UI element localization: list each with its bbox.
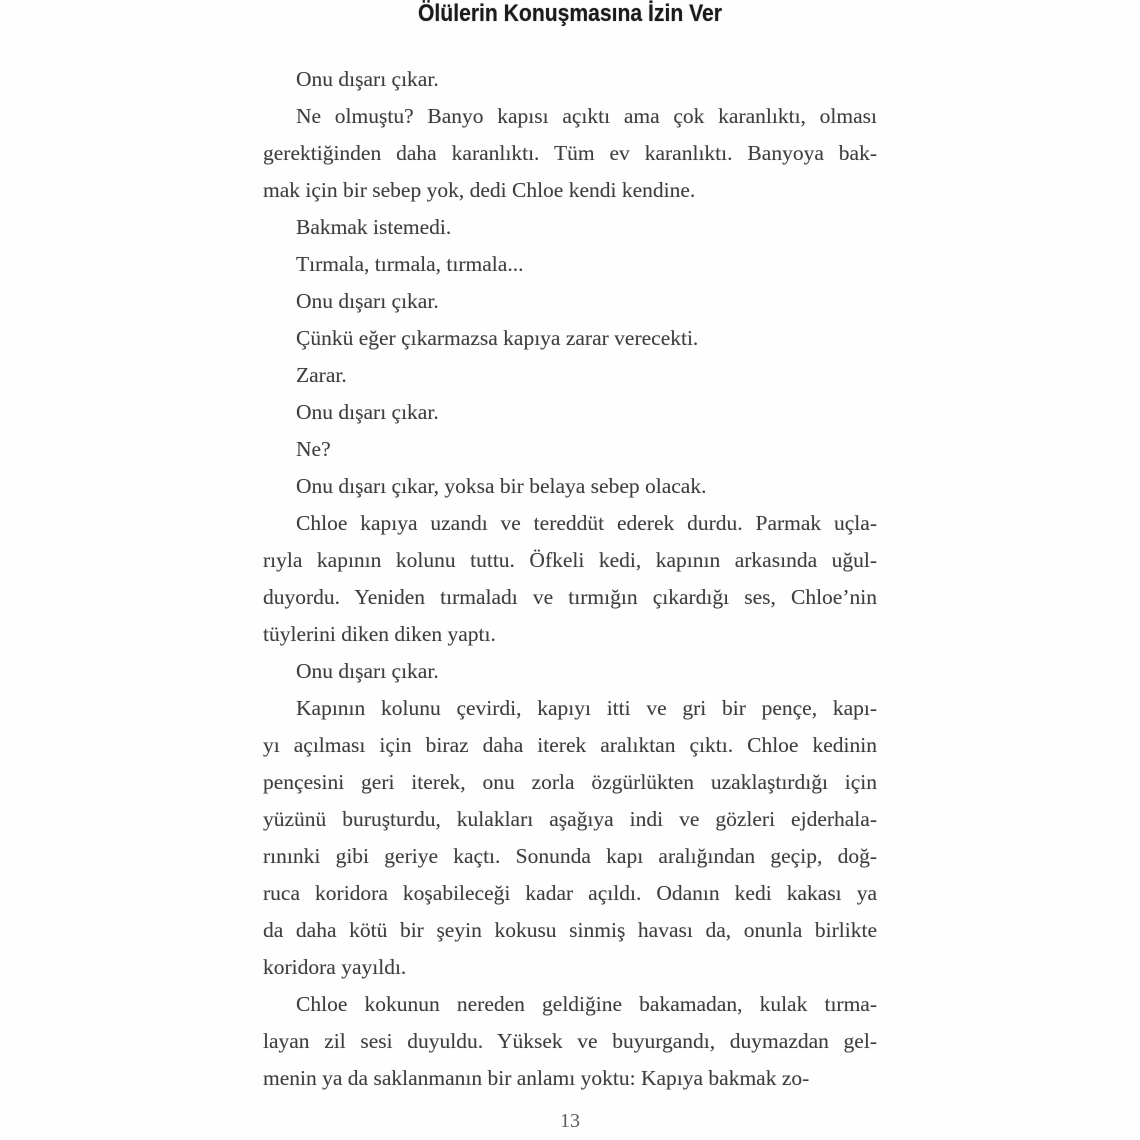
page-number: 13 — [560, 1110, 580, 1132]
paragraph — [263, 431, 877, 468]
text-line: koridora yayıldı. — [263, 955, 407, 979]
paragraph — [263, 98, 877, 209]
text-line: da daha kötü bir şeyin kokusu sinmiş havası da, onunla birlikte — [263, 918, 877, 942]
text-line: gerektiğinden daha karanlıktı. Tüm ev karanlıktı. Banyoya bak- — [263, 141, 877, 165]
text-line: Bakmak istemedi. — [296, 215, 452, 239]
text-line: ruca koridora koşabileceği kadar açıldı. Odanın kedi kakası ya — [263, 881, 877, 905]
text-line: Onu dışarı çıkar. — [296, 67, 439, 91]
text-line: yüzünü buruşturdu, kulakları aşağıya indi ve gözleri ejderhala- — [263, 807, 877, 831]
text-line: duyordu. Yeniden tırmaladı ve tırmığın çıkardığı ses, Chloe’nin — [263, 585, 877, 609]
paragraph — [263, 394, 877, 431]
paragraph — [263, 209, 877, 246]
text-line: Ne? — [296, 437, 331, 461]
text-line: menin ya da saklanmanın bir anlamı yoktu: Kapıya bakmak zo- — [263, 1066, 810, 1090]
text-line: rınınki gibi geriye kaçtı. Sonunda kapı aralığından geçip, doğ- — [263, 844, 877, 868]
text-line: tüylerini diken diken yaptı. — [263, 622, 496, 646]
text-line: Tırmala, tırmala, tırmala... — [296, 252, 524, 276]
text-line: pençesini geri iterek, onu zorla özgürlükten uzaklaştırdığı için — [263, 770, 877, 794]
text-line: Çünkü eğer çıkarmazsa kapıya zarar verecekti. — [296, 326, 699, 350]
text-line: yı açılması için biraz daha iterek aralıktan çıktı. Chloe kedinin — [263, 733, 877, 757]
text-line: Onu dışarı çıkar, yoksa bir belaya sebep olacak. — [296, 474, 707, 498]
text-line: Kapının kolunu çevirdi, kapıyı itti ve gri bir pençe, kapı- — [296, 696, 877, 720]
text-line: Chloe kapıya uzandı ve tereddüt ederek durdu. Parmak uçla- — [296, 511, 877, 535]
paragraph — [263, 246, 877, 283]
body-text-block — [263, 61, 877, 1097]
text-line: rıyla kapının kolunu tuttu. Öfkeli kedi, kapının arkasında uğul- — [263, 548, 877, 572]
text-line: Onu dışarı çıkar. — [296, 400, 439, 424]
paragraph — [263, 283, 877, 320]
text-line: Chloe kokunun nereden geldiğine bakamadan, kulak tırma- — [296, 992, 877, 1016]
paragraph — [263, 468, 877, 505]
running-head-title: Ölülerin Konuşmasına İzin Ver — [418, 0, 722, 27]
text-line: Ne olmuştu? Banyo kapısı açıktı ama çok karanlıktı, olması — [296, 104, 877, 128]
paragraph — [263, 505, 877, 653]
text-line: Onu dışarı çıkar. — [296, 289, 439, 313]
text-line: mak için bir sebep yok, dedi Chloe kendi kendine. — [263, 178, 696, 202]
paragraph — [263, 320, 877, 357]
text-line: Zarar. — [296, 363, 347, 387]
text-line: layan zil sesi duyuldu. Yüksek ve buyurgandı, duymazdan gel- — [263, 1029, 877, 1053]
paragraph — [263, 653, 877, 690]
paragraph — [263, 690, 877, 986]
paragraph — [263, 357, 877, 394]
paragraph — [263, 986, 877, 1097]
paragraph — [263, 61, 877, 98]
text-line: Onu dışarı çıkar. — [296, 659, 439, 683]
